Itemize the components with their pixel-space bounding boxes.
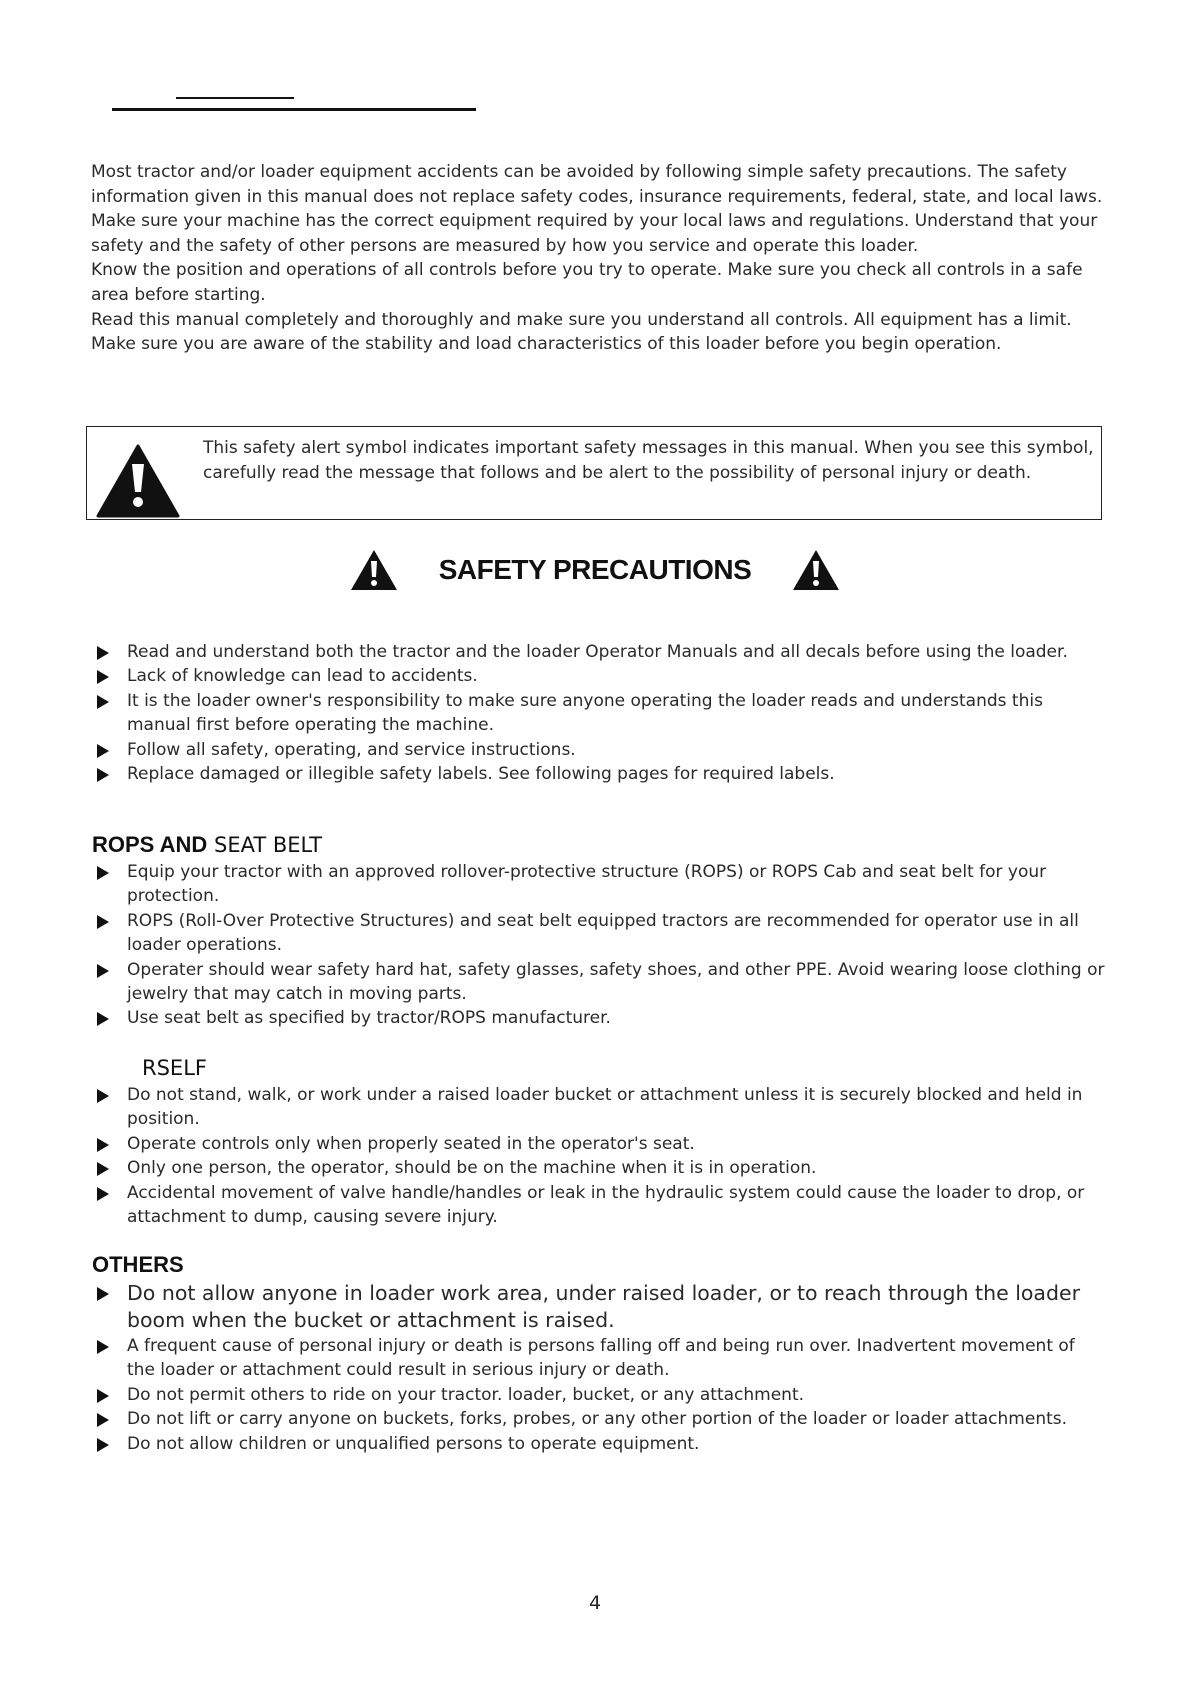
bullet-arrow-icon bbox=[97, 1012, 109, 1026]
intro-text bbox=[91, 160, 1106, 398]
general-precautions bbox=[92, 640, 1107, 786]
bullet-arrow-icon bbox=[97, 744, 109, 758]
warning-triangle-icon bbox=[791, 548, 841, 592]
bullet-arrow-icon bbox=[97, 1089, 109, 1103]
rops-section bbox=[92, 832, 1107, 1031]
bullet-arrow-icon bbox=[97, 866, 109, 880]
list-item: Do not permit others to ride on your tractor. loader, bucket, or any attachment. bbox=[92, 1383, 1107, 1407]
warning-triangle-icon bbox=[96, 444, 180, 518]
safety-precautions-heading bbox=[0, 548, 1190, 592]
safety-alert-text: This safety alert symbol indicates important safety messages in this manual. When you see this symbol, carefully read the message that follows and be alert to the possibility of personal injury or death. bbox=[203, 438, 1094, 483]
bullet-arrow-icon bbox=[97, 1187, 109, 1201]
list-item: Only one person, the operator, should be on the machine when it is in operation. bbox=[92, 1156, 1107, 1180]
bullet-arrow-icon bbox=[97, 670, 109, 684]
intro-paragraph-3: Read this manual completely and thoroughly and make sure you understand all controls. All equipment has a limit. Make sure you are aware of the stability and load characteristics of this loader before you begin operation. bbox=[91, 309, 1072, 355]
list-item: Use seat belt as specified by tractor/ROPS manufacturer. bbox=[92, 1006, 1107, 1030]
list-item: Equip your tractor with an approved rollover-protective structure (ROPS) or ROPS Cab and seat belt for your protection. bbox=[92, 860, 1107, 909]
bullet-arrow-icon bbox=[97, 1138, 109, 1152]
list-item: Follow all safety, operating, and service instructions. bbox=[92, 738, 1107, 762]
list-item: Read and understand both the tractor and the loader Operator Manuals and all decals before using the loader. bbox=[92, 640, 1107, 664]
bullet-arrow-icon bbox=[97, 646, 109, 660]
yourself-section bbox=[92, 1055, 1107, 1229]
safety-alert-box bbox=[86, 426, 1102, 520]
list-item: Do not allow children or unqualified persons to operate equipment. bbox=[92, 1432, 1107, 1456]
bullet-arrow-icon bbox=[97, 1413, 109, 1427]
list-item: Operater should wear safety hard hat, safety glasses, safety shoes, and other PPE. Avoid wearing loose clothing or jewelry that may catch in moving parts. bbox=[92, 958, 1107, 1007]
bullet-arrow-icon bbox=[97, 964, 109, 978]
others-section bbox=[92, 1252, 1107, 1456]
list-item: Lack of knowledge can lead to accidents. bbox=[92, 664, 1107, 688]
page-number: 4 bbox=[588, 1592, 602, 1614]
list-item: A frequent cause of personal injury or death is persons falling off and being run over. Inadvertent movement of the loader or attachment could result in serious injury or death. bbox=[92, 1334, 1107, 1383]
list-item: Do not stand, walk, or work under a raised loader bucket or attachment unless it is securely blocked and held in position. bbox=[92, 1083, 1107, 1132]
bullet-arrow-icon bbox=[97, 695, 109, 709]
rops-section-title: ROPS AND SEAT BELT bbox=[92, 832, 323, 857]
header-rule-long bbox=[112, 108, 476, 111]
bullet-arrow-icon bbox=[97, 1162, 109, 1176]
bullet-arrow-icon bbox=[97, 1287, 109, 1301]
list-item: Do not allow anyone in loader work area, under raised loader, or to reach through the loader boom when the bucket or attachment is raised. bbox=[92, 1280, 1107, 1334]
intro-paragraph-2: Know the position and operations of all controls before you try to operate. Make sure you check all controls in a safe area before starting. bbox=[91, 260, 1083, 305]
bullet-arrow-icon bbox=[97, 1340, 109, 1354]
page-title: SAFETY PRECAUTIONS bbox=[438, 554, 752, 585]
list-item: ROPS (Roll-Over Protective Structures) and seat belt equipped tractors are recommended for operator use in all loader operations. bbox=[92, 909, 1107, 958]
list-item: It is the loader owner's responsibility to make sure anyone operating the loader reads and understands this manual first before operating the machine. bbox=[92, 689, 1107, 738]
list-item: Operate controls only when properly seated in the operator's seat. bbox=[92, 1132, 1107, 1156]
intro-paragraph-1: Most tractor and/or loader equipment accidents can be avoided by following simple safety precautions. The safety information given in this manual does not replace safety codes, insurance requirements, federal, state, and local laws. Make sure your machine has the correct equipment required by your local laws and regulations. Understand that your safety and the safety of other persons are measured by how you service and operate this loader. bbox=[91, 162, 1103, 256]
yourself-section-title: RSELF bbox=[142, 1056, 207, 1080]
header-rule-short bbox=[176, 97, 294, 99]
bullet-arrow-icon bbox=[97, 768, 109, 782]
bullet-arrow-icon bbox=[97, 1438, 109, 1452]
others-section-title: OTHERS bbox=[92, 1252, 184, 1277]
bullet-arrow-icon bbox=[97, 915, 109, 929]
bullet-arrow-icon bbox=[97, 1389, 109, 1403]
list-item: Do not lift or carry anyone on buckets, forks, probes, or any other portion of the loader or loader attachments. bbox=[92, 1407, 1107, 1431]
list-item: Replace damaged or illegible safety labels. See following pages for required labels. bbox=[92, 762, 1107, 786]
list-item: Accidental movement of valve handle/handles or leak in the hydraulic system could cause the loader to drop, or attachment to dump, causing severe injury. bbox=[92, 1181, 1107, 1230]
warning-triangle-icon bbox=[349, 548, 399, 592]
